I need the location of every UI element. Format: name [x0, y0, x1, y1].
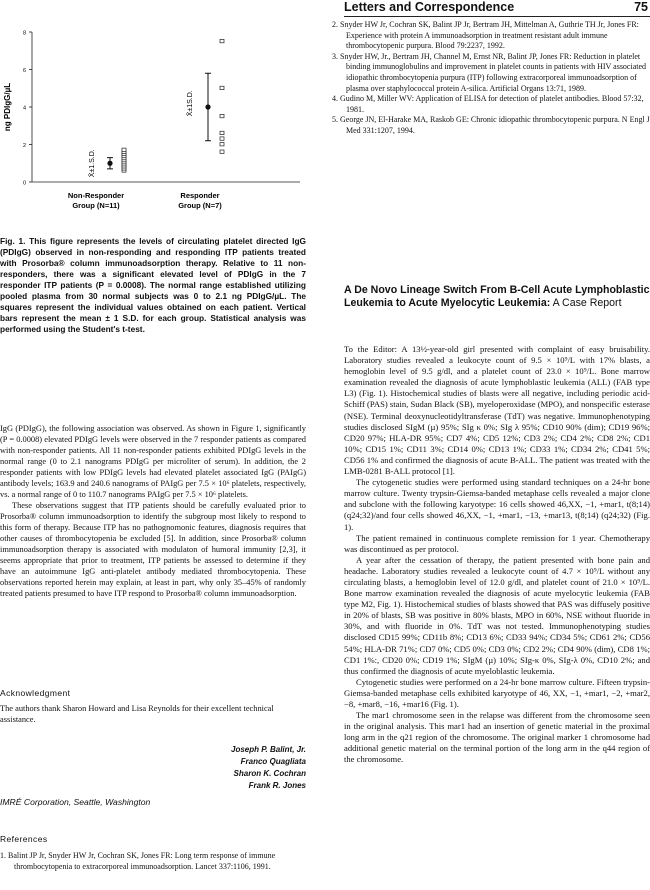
data-point-square — [220, 150, 224, 153]
acknowledgment-heading: Acknowledgment — [0, 688, 71, 698]
y-tick-label: 8 — [22, 30, 26, 37]
mean-sd-annotation: X̄±1.S.D. — [89, 149, 96, 178]
y-axis-label: ng PDIgG/µL — [3, 82, 12, 132]
author-list — [182, 744, 306, 792]
data-point-square — [122, 148, 126, 151]
y-tick-label: 2 — [22, 143, 26, 149]
paragraph: The mar1 chromosome seen in the relapse was different from the chromosome seen in the original analysis. This mar1 had an insertion of genetic material in the proximal long arm in the q21 region of the chromosome. The original marker 1 chromosome had additional genetic material on the terminal portion of the long arm in the q44 region of the chromosome. — [344, 710, 650, 765]
reference-item: 4. Gudino M, Miller WV: Application of ELISA for detection of platelet antibodies. Blood 57:32, 1981. — [332, 94, 644, 114]
category-label: Group (N=7) — [178, 201, 222, 210]
category-label: Responder — [180, 191, 220, 200]
data-point-square — [220, 143, 224, 146]
author-name: Sharon K. Cochran — [233, 769, 306, 778]
paragraph: A year after the cessation of therapy, the patient presented with bone pain and headache. Laboratory studies revealed a leukocyte count of 4.7 × 10⁹/L without any circulating blasts, a hemoglobin level of 12.0 g/dl, and platelet count of 21.0 × 10⁹/L. Bone marrow examination revealed the diagnosis of acute myelocytic leukemia (FAB type M2, Fig. 1). Histochemical studies of blasts showed that PAS was diffusely positive in 20% of blasts, SB was positive in 80% blasts, MPO in 60%, NSE without fluoride in 30%, and with fluoride in 0%. TdT was not tested. Immunophenotyping studies disclosed CD15 99%; CD11b 8%; CD13 6%; CD33 94%; CD34 5%; CD61 2%; CD56 54%; HLA-DR 71%; CD7 0%; CD5 0%; CD3 0%; CD2 2%; CD4 90% (dim), CD8 1%; CD1 1%:, CD20 0%; CD19 1%; SIgM (µ) 10%; SIg-κ 0%, SIg-λ 0%, CD10 2%; and thus confirmed the diagnosis of acute myeloblastic leukemia. — [344, 554, 650, 676]
y-tick-label: 6 — [22, 68, 26, 74]
category-label: Group (N=11) — [72, 201, 120, 210]
paragraph: The cytogenetic studies were performed using standard techniques on a 24-hr bone marrow culture. Twenty trypsin-Giemsa-banded metaphase cells revealed a major clone and subclone with the following karyotype: 16 cells showed 46,XX, −1, +mar1, t(8;14) (q24;32)/and four cells showed 46,XX, −1, +mar1, −13, +mar13, t(8;14) (q24;32) (Fig. 1). — [344, 477, 650, 532]
figure-caption: Fig. 1. This figure represents the levels of circulating platelet directed IgG (PDIgG) observed in non-responding and responding ITP patients treated with Prosorba® column immunoadsorption therapy. Relative to 11 non-responders, there was a significant elevated level of PDIgG in the 7 responder ITP patients (P = 0.0008). The normal range established utilizing pooled plasma from 30 normal subjects was 0 to 2.1 ng PDIgG/µL. The squares represent the individual values obtained on each patient. Vertical bars represent the mean ± 1 S.D. for each group. Statistical analysis was performed using the Student's t-test. — [0, 236, 306, 334]
category-label: Non-Responder — [67, 191, 125, 200]
chart-svg — [0, 22, 308, 222]
paragraph: The patient remained in continuous complete remission for 1 year. Chemotherapy was discontinued as per protocol. — [344, 532, 650, 554]
paragraph: IgG (PDIgG), the following association was observed. As shown in Figure 1, significantly (P = 0.0008) elevated PDIgG levels were observed in the 7 responder patients as compared with non-responder patients. All 11 non-responder patients exhibited PDIgG levels in the normal range (0 to 2.1 nanograms PDIgG per microliter of serum). In addition, the 2 responder patients with low PDIgG levels had elevated platelet associated IgG (PAIgG) antibody levels; 163.9 and 240.6 nanograms of PAIgG per 7.5 × 10⁶ platelets, respectively, vs. a normal range of 0 to 110.7 nanograms PAIgG per 7.5 × 10⁶ platelets. — [0, 424, 306, 499]
paragraph: These observations suggest that ITP patients should be carefully evaluated prior to Prosorba® column immunoadsorption to identify the subgroup most likely to respond to this form of therapy. Because ITP has no pathognomonic features, diagnosis requires that other causes of thrombocytopenia be excluded [5]. In addition, since Prosorba® column immunoadsorption therapy is associated with modulaton of humoral immunity [2,3], it seems appropriate that prior to treatment, ITP patients be assessed to determine if they have an autoimmune IgG anti-platelet antibody mediated thrombocytopenia. These observations reported herein may explain, at least in part, why only 35–45% of randomly treated patients presumed to have ITP respond to Prosorba® column immunoadsorption. — [0, 501, 306, 598]
acknowledgment-text: The authors thank Sharon Howard and Lisa Reynolds for their excellent technical assistance. — [0, 704, 274, 724]
author-name: Frank R. Jones — [248, 781, 306, 790]
paragraph: Cytogenetic studies were performed on a 24-hr bone marrow culture. Fifteen trypsin-Giemsa-banded metaphase cells exhibited karyotype of 46, XX, −1, +mar1, −2, +mar2, −8, +mar8, −16, +mar16 (Fig. 1). — [344, 676, 650, 709]
data-point-square — [220, 131, 224, 134]
author-name: Franco Quagliata — [240, 757, 306, 766]
references-list — [332, 20, 650, 137]
author-name: Joseph P. Balint, Jr. — [231, 745, 306, 754]
reference-item: 1. Balint JP Jr, Snyder HW Jr, Cochran SK, Jones FR: Long term response of immune thrombocytopenia to extracorporeal immunoadsorption. Lancet 337:1106, 1991. — [0, 851, 276, 871]
figure-1-chart — [0, 22, 308, 222]
references-heading: References — [0, 834, 48, 844]
y-tick-label: 4 — [22, 105, 26, 112]
data-point-square — [220, 86, 224, 89]
article-title — [344, 284, 650, 311]
page-number: 75 — [634, 0, 648, 14]
data-point-square — [220, 137, 224, 140]
paragraph: To the Editor: A 13½-year-old girl presented with complaint of easy bruisability. Laboratory studies revealed a leukocyte count of 9.5 × 10⁹/L with 17% blasts, a hemoglobin level of 9.5 g/dl, and a platelet count of 23.0 × 10⁹/L. Bone marrow examination revealed the diagnosis of acute lymphoblastic leukemia (ALL) (FAB type L3) (Fig. 1). Histochemical studies of blasts were all negative, including periodic acid-Schiff (PAS) stain, Sudan Black (SB), myeloperoxidase (MPO), and nonspecific esterase (NSE). Terminal deoxynucleotidyltransferase (TdT) was negative. Immunophenotyping studies disclosed SIgM (µ) 95%; SIg κ 0%; SIg λ 95%; CD10 90% (dim); CD19 96%; CD20 97%; HLA-DR 95%; CD7 4%; CD5 12%; CD3 2%; CD4 2%; CD8 2%; CD1 10%; CD15 1%; CD11 3%; CD14 0%; CD13 1%; CD33 1%; CD34 2%; CD41 5%; CD56 1% and confirmed the diagnosis of acute B-ALL. The patient was treated with the LMB-0281 B-ALL protocol [1]. — [344, 344, 650, 477]
left-body-text — [0, 423, 306, 599]
mean-point — [205, 104, 210, 109]
y-tick-label: 0 — [22, 180, 26, 187]
reference-item: 3. Snyder HW, Jr., Bertram JH, Channel M, Ernst NR, Balint JP, Jones FR: Reduction in platelet binding immunoglobulins and improvement in platelet counts in patients with HIV associated idiopathic thrombocytopenia purpura (ITP) following extracorporeal immunoadsorption of plasma over staphylococcal protein A-silica. Artificial Organs 13:71, 1989. — [332, 51, 647, 93]
article-title-suffix: A Case Report — [550, 297, 622, 310]
data-point-square — [220, 39, 224, 42]
affiliation: IMRÉ Corporation, Seattle, Washington — [0, 797, 151, 807]
mean-sd-annotation: X̄±1S.D. — [187, 90, 194, 117]
reference-item: 2. Snyder HW Jr, Cochran SK, Balint JP Jr, Bertram JH, Mittelman A, Guthrie TH Jr, Jones FR: Experience with protein A immunoadsorption in treatment resistant adult immune thrombocytopenic purpura. Blood 79:2237, 1992. — [332, 20, 639, 51]
reference-item: 5. George JN, El-Harake MA, Raskob GE: Chronic idiopathic thrombocytopenic purpura. N Engl J Med 331:1207, 1994. — [332, 115, 650, 135]
running-header — [344, 0, 650, 17]
data-point-square — [220, 114, 224, 117]
mean-point — [107, 161, 112, 166]
journal-section-title: Letters and Correspondence — [344, 0, 515, 14]
right-body-text — [344, 344, 650, 766]
article-title-main: A De Novo Lineage Switch From B-Cell Acute Lymphoblastic Leukemia to Acute Myelocytic Leukemia: — [344, 284, 650, 310]
